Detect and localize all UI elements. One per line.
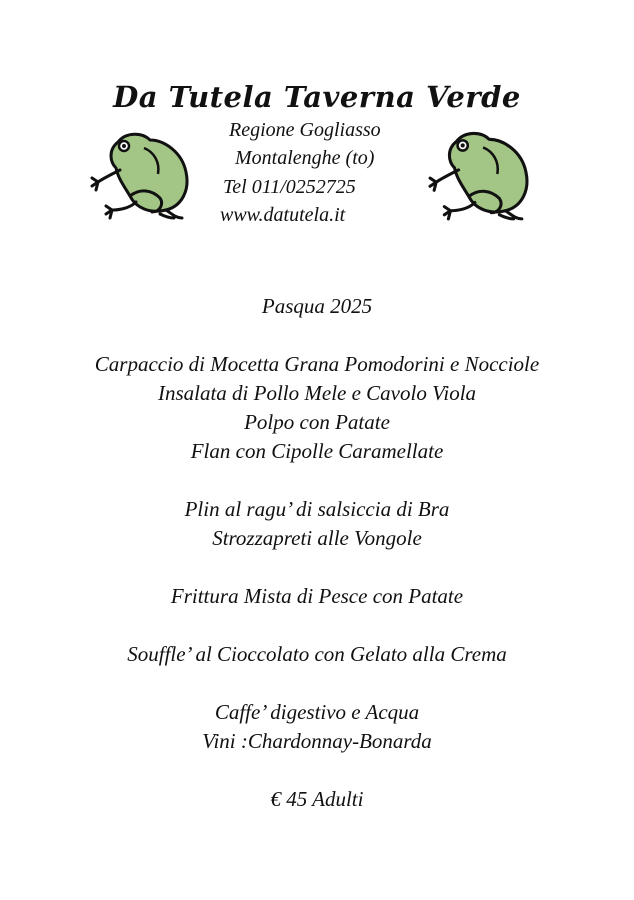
menu-item: Plin al ragu’ di salsiccia di Bra: [184, 497, 450, 521]
frog-icon: [90, 128, 190, 220]
menu-item: Polpo con Patate: [244, 410, 390, 434]
website-link[interactable]: www.datutela.it: [220, 204, 346, 226]
menu-item: Flan con Cipolle Caramellate: [190, 439, 444, 463]
phone-number: Tel 011/0252725: [223, 176, 356, 198]
menu-item: Vini :Chardonnay-Bonarda: [202, 729, 432, 753]
price: € 45 Adulti: [270, 787, 364, 811]
menu-item: Strozzapreti alle Vongole: [212, 526, 422, 550]
menu-item: Carpaccio di Mocetta Grana Pomodorini e Nocciole: [94, 352, 540, 376]
menu-item: Insalata di Pollo Mele e Cavolo Viola: [157, 381, 477, 405]
menu-item: Frittura Mista di Pesce con Patate: [170, 584, 464, 608]
menu-item: Caffe’ digestivo e Acqua: [214, 700, 420, 724]
event-title: Pasqua 2025: [261, 294, 373, 318]
address-line-2: Montalenghe (to): [235, 147, 375, 169]
restaurant-name: Da Tutela Taverna Verde: [113, 80, 521, 114]
menu-list: [0, 292, 634, 814]
address-line-1: Regione Gogliasso: [229, 119, 381, 141]
menu-item: Souffle’ al Cioccolato con Gelato alla Crema: [127, 642, 507, 666]
frog-icon: [428, 126, 530, 222]
